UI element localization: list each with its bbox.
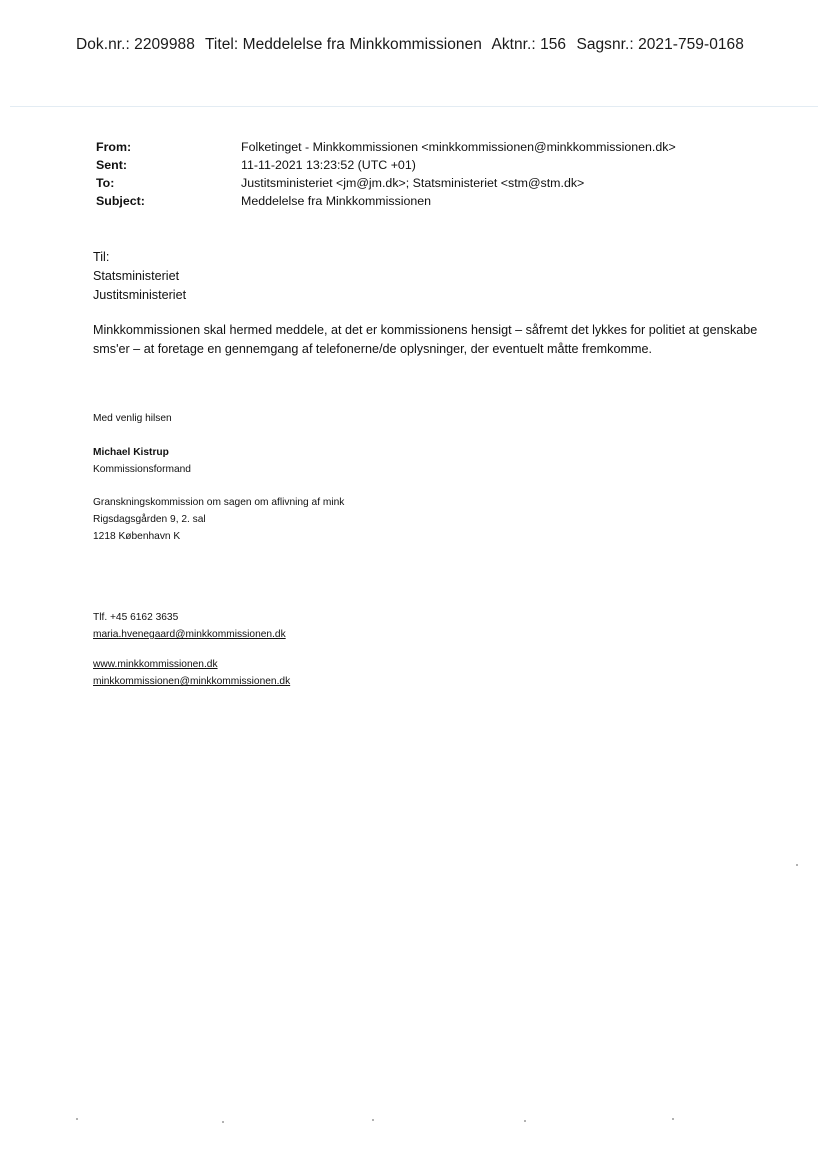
recipient-2: Justitsministeriet — [93, 288, 187, 302]
address-city: 1218 København K — [93, 531, 181, 542]
address-street: Rigsdagsgården 9, 2. sal — [93, 514, 206, 525]
signer-name: Michael Kistrup — [93, 447, 169, 458]
to-row — [96, 174, 676, 192]
to-value: Justitsministeriet <jm@jm.dk>; Statsministeriet <stm@stm.dk> — [241, 176, 585, 190]
from-label: From: — [96, 140, 132, 154]
scan-speck — [672, 1118, 674, 1120]
scan-speck — [796, 864, 798, 866]
document-title: Titel: Meddelelse fra Minkkommissionen — [204, 36, 482, 53]
from-row — [96, 138, 676, 156]
subject-value: Meddelelse fra Minkkommissionen — [241, 194, 432, 208]
recipients-label: Til: — [93, 250, 110, 264]
phone-number: Tlf. +45 6162 3635 — [93, 612, 179, 623]
recipient-1: Statsministeriet — [93, 269, 180, 283]
document-number: Dok.nr.: 2209988 — [76, 36, 195, 53]
sent-label: Sent: — [96, 158, 127, 172]
scan-speck — [222, 1121, 224, 1123]
from-value: Folketinget - Minkkommissionen <minkkommissionen@minkkommissionen.dk> — [241, 140, 676, 154]
scan-speck — [76, 1118, 78, 1120]
to-label: To: — [96, 176, 115, 190]
recipients-block — [93, 248, 186, 305]
contact-block — [93, 609, 286, 643]
greeting: Med venlig hilsen — [93, 413, 172, 424]
sent-row — [96, 156, 676, 174]
signature-block — [93, 444, 191, 478]
act-number: Aktnr.: 156 — [491, 36, 567, 53]
scan-divider — [10, 106, 818, 107]
website-link[interactable]: www.minkkommissionen.dk — [93, 659, 218, 670]
email-metadata — [96, 138, 676, 210]
subject-row — [96, 192, 676, 210]
document-header — [76, 36, 776, 54]
signer-role: Kommissionsformand — [93, 464, 191, 475]
sent-value: 11-11-2021 13:23:52 (UTC +01) — [241, 158, 416, 172]
organization-block — [93, 494, 344, 545]
email-link-1[interactable]: maria.hvenegaard@minkkommissionen.dk — [93, 629, 286, 640]
scan-speck — [524, 1120, 526, 1122]
body-paragraph: Minkkommissionen skal hermed meddele, at det er kommissionens hensigt – såfremt det lykkes for politiet at genskabe sms'er – at foretage en gennemgang af telefonerne/de oplysninger, der eventuelt måtte fremkomme. — [93, 323, 758, 356]
scan-speck — [372, 1119, 374, 1121]
email-link-2[interactable]: minkkommissionen@minkkommissionen.dk — [93, 676, 291, 687]
links-block — [93, 656, 290, 690]
case-number: Sagsnr.: 2021-759-0168 — [576, 36, 744, 53]
subject-label: Subject: — [96, 194, 145, 208]
organization-name: Granskningskommission om sagen om aflivning af mink — [93, 497, 345, 508]
